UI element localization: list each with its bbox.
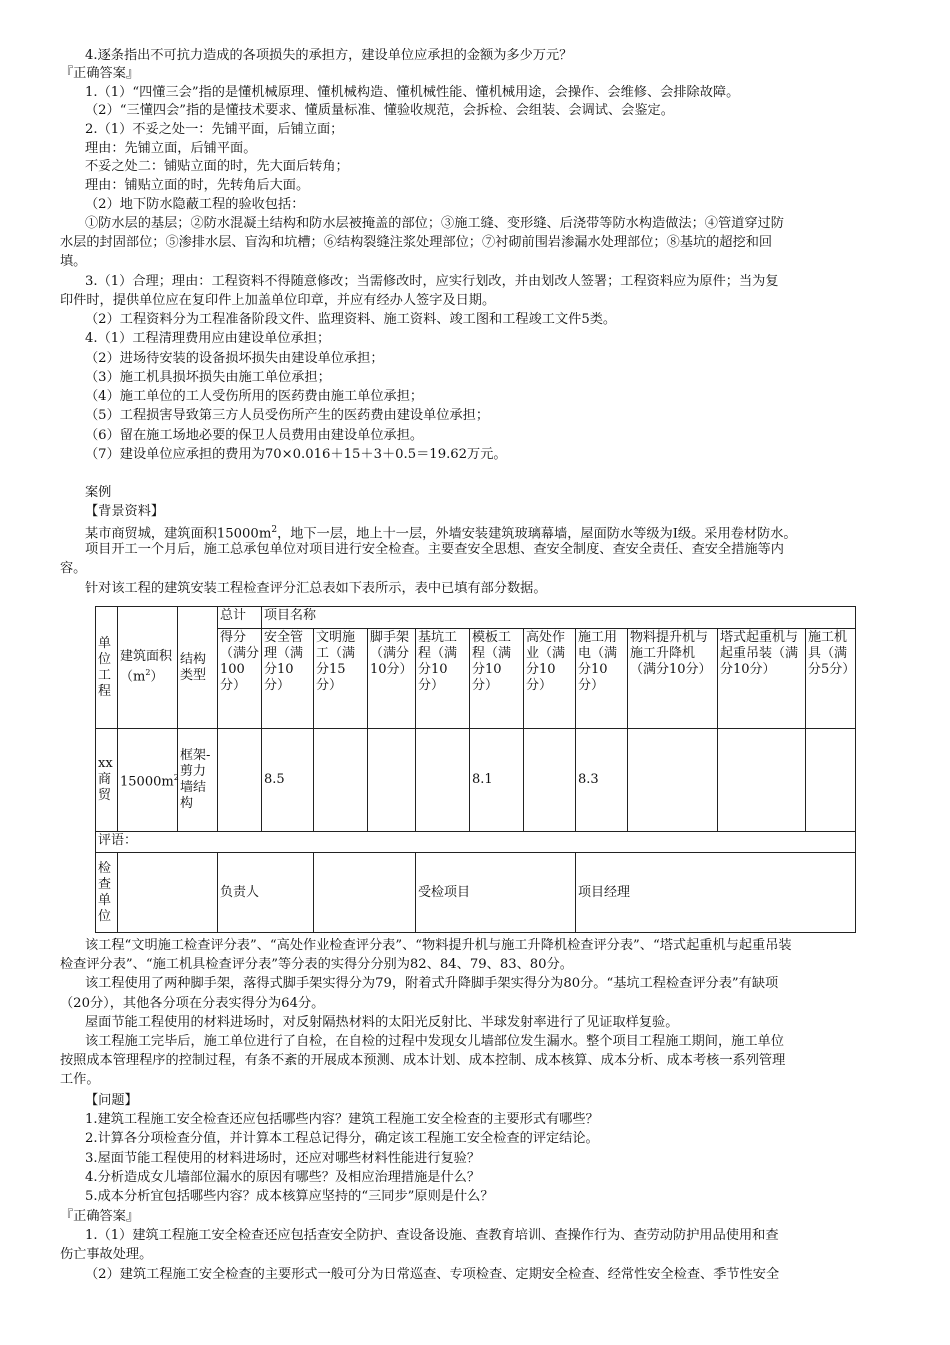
answer-line: 2.（1）不妥之处一：先铺平面，后铺立面； [85, 122, 344, 137]
inspection-score-table [95, 606, 856, 933]
case-line: 屋面节能工程使用的材料进场时，对反射隔热材料的太阳光反射比、半球发射率进行了见证取样复验。 [85, 1015, 679, 1030]
header-pit: 基坑工程（满分10分） [416, 629, 470, 729]
header-height: 高处作业（满分10分） [524, 629, 576, 729]
question-line: 1.建筑工程施工安全检查还应包括哪些内容？建筑工程施工安全检查的主要形式有哪些？ [85, 1112, 599, 1127]
answer-line: ①防水层的基层；②防水混凝土结构和防水层被掩盖的部位；③施工缝、变形缝、后浇带等防水构造做法；④管道穿过防 [85, 216, 784, 231]
row-tools [806, 729, 856, 832]
row-electric: 8.3 [576, 729, 628, 832]
answer-line: （4）施工单位的工人受伤所用的医药费由施工单位承担； [85, 389, 424, 404]
header-safety: 安全管理（满分10分） [262, 629, 314, 729]
answer-line: 水层的封固部位；⑤渗排水层、盲沟和坑槽；⑥结构裂缝注浆处理部位；⑦衬砌前围岩渗漏水处理部位；⑧基坑的超挖和回 [60, 235, 773, 250]
footer-check-unit: 检查单位 [96, 853, 118, 933]
answer-line: 3.（1）合理；理由：工程资料不得随意修改；当需修改时，应实行划改，并由划改人签署；工程资料应为原件；当为复 [85, 274, 779, 289]
answer-line: 理由：先铺立面，后铺平面。 [85, 141, 257, 156]
background-line: 针对该工程的建筑安装工程检查评分汇总表如下表所示，表中已填有部分数据。 [85, 581, 547, 596]
row-score [218, 729, 262, 832]
row-structure: 框架-剪力墙结构 [178, 729, 218, 832]
row-formwork: 8.1 [470, 729, 524, 832]
answer-line: 1.（1）建筑工程施工安全检查还应包括查安全防护、查设备设施、查教育培训、查操作行为、查劳动防护用品使用和查 [85, 1228, 779, 1243]
answer-line: 理由：铺贴立面的时，先转角后大面。 [85, 178, 310, 193]
footer-person-in-charge: 负责人 [218, 853, 314, 933]
answer-line: （2）进场待安装的设备损坏损失由建设单位承担； [85, 351, 384, 366]
header-unit: 单位工程 [96, 607, 118, 729]
row-crane [718, 729, 806, 832]
footer-blank-2 [314, 853, 416, 933]
answer-line: 1.（1）“四懂三会”指的是懂机械原理、懂机械构造、懂机械性能、懂机械用途，会操作、会维修、会排除故障。 [85, 85, 740, 100]
row-hoist [628, 729, 718, 832]
row-pit [416, 729, 470, 832]
footer-blank [118, 853, 218, 933]
case-line: 工作。 [60, 1072, 100, 1087]
header-crane: 塔式起重机与起重吊装（满分10分） [718, 629, 806, 729]
header-item-names: 项目名称 [262, 607, 856, 629]
answer-line: 不妥之处二：铺贴立面的时，先大面后转角； [85, 159, 349, 174]
question-line: 2.计算各分项检查分值，并计算本工程总记得分，确定该工程施工安全检查的评定结论。 [85, 1131, 599, 1146]
answer-line: 伤亡事故处理。 [60, 1247, 153, 1262]
row-scaffold [368, 729, 416, 832]
case-heading: 案例 [85, 485, 112, 500]
question-4: 4.逐条指出不可抗力造成的各项损失的承担方，建设单位应承担的金额为多少万元？ [85, 48, 573, 63]
question-line: 3.屋面节能工程使用的材料进场时，还应对哪些材料性能进行复验？ [85, 1151, 481, 1166]
header-electric: 施工用电（满分10分） [576, 629, 628, 729]
answer-line: 印件时，提供单位应在复印件上加盖单位印章，并应有经办人签字及日期。 [60, 293, 496, 308]
background-line: 容。 [60, 561, 87, 576]
answer-line: 填。 [60, 254, 87, 269]
header-tools: 施工机具（满分5分） [806, 629, 856, 729]
answer-line: （2）“三懂四会”指的是懂技术要求、懂质量标准、懂验收规范，会拆检、会组装、会调试、会鉴定。 [85, 103, 674, 118]
answer-line: （7）建设单位应承担的费用为70×0.016＋15＋3＋0.5＝19.62万元。 [85, 447, 507, 462]
header-score: 得分（满分100分） [218, 629, 262, 729]
comment-cell: 评语： [96, 832, 856, 853]
header-scaffold: 脚手架（满分10分） [368, 629, 416, 729]
footer-checked-project: 受检项目 [416, 853, 576, 933]
header-area: 建筑面积$(m^2)$ [118, 607, 178, 729]
header-formwork: 模板工程（满分10分） [470, 629, 524, 729]
case-line: 检查评分表”、“施工机具检查评分表”等分表的实得分分别为82、84、79、83、80分。 [60, 957, 573, 972]
header-total: 总计 [218, 607, 262, 629]
question-line: 5.成本分析宜包括哪些内容？成本核算应坚持的“三同步”原则是什么？ [85, 1189, 494, 1204]
answer-line: （6）留在施工场地必要的保卫人员费用由建设单位承担。 [85, 428, 424, 443]
question-line: 4.分析造成女儿墙部位漏水的原因有哪些？及相应治理措施是什么？ [85, 1170, 481, 1185]
answer-heading: 『正确答案』 [60, 1209, 140, 1224]
header-hoist: 物料提升机与施工升降机（满分10分） [628, 629, 718, 729]
background-line: 项目开工一个月后，施工总承包单位对项目进行安全检查。主要查安全思想、查安全制度、查安全责任、查安全措施等内 [85, 542, 784, 557]
answer-line: （2）地下防水隐蔽工程的验收包括： [85, 197, 305, 212]
answer-line: （5）工程损害导致第三方人员受伤所产生的医药费由建设单位承担； [85, 408, 490, 423]
row-civil [314, 729, 368, 832]
header-civil: 文明施工（满分15分） [314, 629, 368, 729]
answer-line: （2）建筑工程施工安全检查的主要形式一般可分为日常巡查、专项检查、定期安全检查、经常性安全检查、季节性安全 [85, 1267, 780, 1282]
answer-heading: 『正确答案』 [60, 66, 140, 81]
answer-line: 4.（1）工程清理费用应由建设单位承担； [85, 331, 331, 346]
background-line: 某市商贸城，建筑面积$15000m^2$，地下一层，地上十一层，外墙安装建筑玻璃幕墙，屋面防水等级为Ⅰ级。采用卷材防水。 [85, 525, 797, 542]
case-line: （20分），其他各分项在分表实得分为64分。 [60, 996, 325, 1011]
row-safety: 8.5 [262, 729, 314, 832]
row-height [524, 729, 576, 832]
questions-heading: 【问题】 [85, 1093, 138, 1108]
row-area: $15000m^2$ [118, 729, 178, 832]
case-line: 该工程使用了两种脚手架，落得式脚手架实得分为79，附着式升降脚手架实得分为80分。“基坑工程检查评分表”有缺项 [85, 976, 779, 991]
header-structure: 结构类型 [178, 607, 218, 729]
row-unit: xx商贸 [96, 729, 118, 832]
case-line: 按照成本管理程序的控制过程，有条不紊的开展成本预测、成本计划、成本控制、成本核算、成本分析、成本考核一系列管理 [60, 1053, 786, 1068]
case-line: 该工程“文明施工检查评分表”、“高处作业检查评分表”、“物料提升机与施工升降机检查评分表”、“塔式起重机与起重吊装 [85, 938, 792, 953]
background-heading: 【背景资料】 [85, 504, 165, 519]
case-line: 该工程施工完毕后，施工单位进行了自检，在自检的过程中发现女儿墙部位发生漏水。整个项目工程施工期间，施工单位 [85, 1034, 784, 1049]
footer-project-manager: 项目经理 [576, 853, 856, 933]
answer-line: （3）施工机具损坏损失由施工单位承担； [85, 370, 331, 385]
answer-line: （2）工程资料分为工程准备阶段文件、监理资料、施工资料、竣工图和工程竣工文件5类。 [85, 312, 617, 327]
